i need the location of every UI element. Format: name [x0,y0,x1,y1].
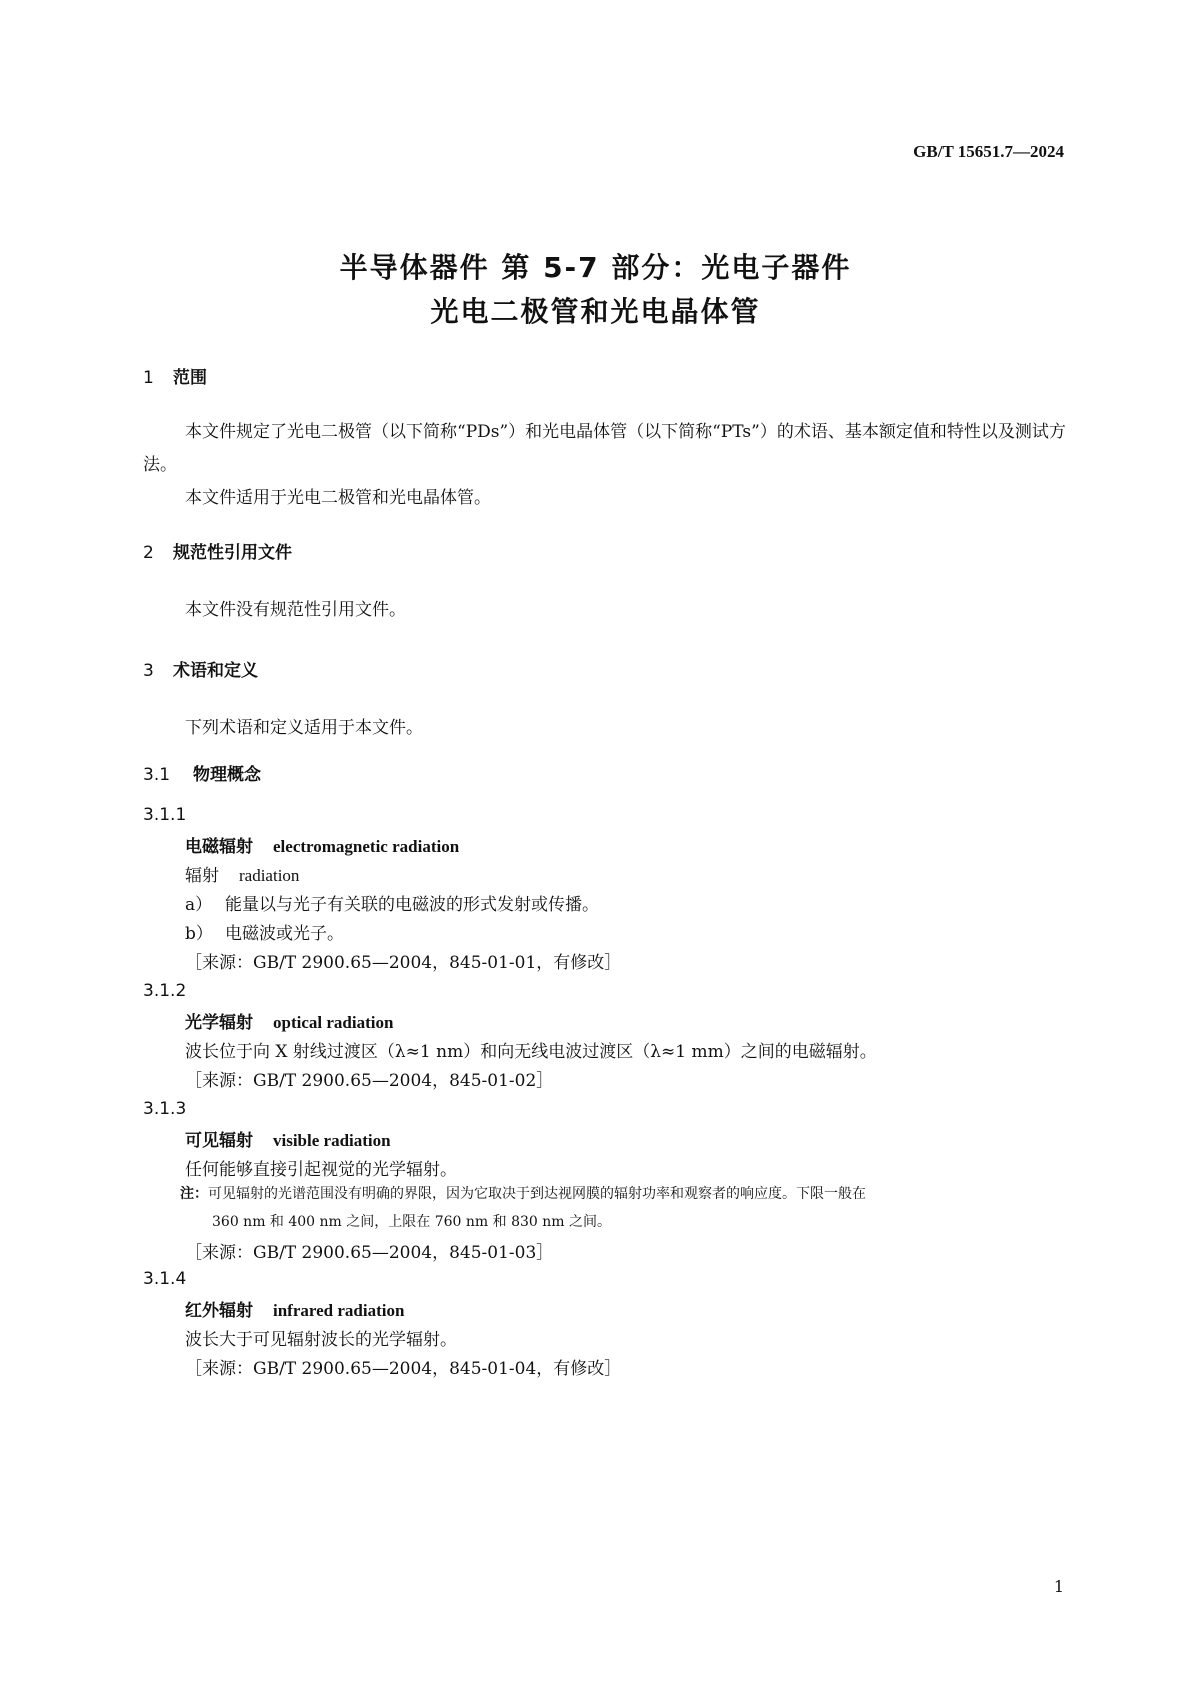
term-heading [185,832,459,857]
standard-code: GB/T 15651.7—2024 [913,142,1064,161]
document-title-line1: 半导体器件 第 5-7 部分：光电子器件 [339,251,852,284]
term-definition: 波长位于向 X 射线过渡区（λ≈1 nm）和向无线电波过渡区（λ≈1 mm）之间的电磁辐射。 [185,1042,877,1062]
scope-applicability: 本文件适用于光电二极管和光电晶体管。 [185,488,491,508]
subsection-number: 3.1 [143,765,171,785]
section-number: 3 [143,661,154,681]
term-zh: 电磁辐射 [185,837,253,857]
term-zh: 红外辐射 [185,1301,253,1321]
normative-references-paragraph: 本文件没有规范性引用文件。 [185,600,406,620]
term-source: ［来源：GB/T 2900.65—2004，845-01-02］ [185,1071,554,1091]
term-number: 3.1.1 [143,805,187,825]
term-en: electromagnetic radiation [273,837,460,856]
subsection-3-1-heading [143,760,261,785]
scope-paragraph: 本文件规定了光电二极管（以下简称“PDs”）和光电晶体管（以下简称“PTs”）的术语、基本额定值和特性以及测试方法。 [143,422,1066,475]
note-line-1 [180,1180,1070,1208]
term-definition: 任何能够直接引起视觉的光学辐射。 [185,1160,457,1180]
terms-intro-paragraph: 下列术语和定义适用于本文件。 [185,718,423,738]
subsection-title: 物理概念 [193,765,261,785]
term-source: ［来源：GB/T 2900.65—2004，845-01-03］ [185,1243,554,1263]
term-zh: 光学辐射 [185,1013,253,1033]
term-number: 3.1.4 [143,1269,187,1289]
page-number: 1 [1053,1577,1064,1596]
term-note [180,1180,1070,1236]
term-heading [185,1126,391,1151]
alt-zh: 辐射 [185,866,219,886]
term-number: 3.1.3 [143,1099,187,1119]
term-heading [185,1008,393,1033]
list-item [185,919,344,944]
term-number: 3.1.2 [143,981,187,1001]
list-marker: b） [185,924,213,944]
section-number: 1 [143,368,154,388]
term-en: optical radiation [273,1013,394,1032]
section-title: 范围 [173,368,207,388]
section-title: 术语和定义 [173,661,258,681]
note-label: 注： [180,1186,208,1202]
list-text: 电磁波或光子。 [225,924,344,944]
term-zh: 可见辐射 [185,1131,253,1151]
list-item [185,890,599,915]
document-title-line2: 光电二极管和光电晶体管 [430,295,761,328]
section-3-heading [143,656,258,681]
term-source: ［来源：GB/T 2900.65—2004，845-01-04，有修改］ [185,1359,622,1379]
term-en: visible radiation [273,1131,391,1150]
section-1-heading [143,363,207,388]
note-line-2: 360 nm 和 400 nm 之间，上限在 760 nm 和 830 nm 之间。 [212,1214,612,1230]
section-2-heading [143,538,292,563]
section-number: 2 [143,543,154,563]
term-alternative [185,861,299,886]
term-definition: 波长大于可见辐射波长的光学辐射。 [185,1330,457,1350]
term-source: ［来源：GB/T 2900.65—2004，845-01-01，有修改］ [185,953,622,973]
term-en: infrared radiation [273,1301,405,1320]
list-marker: a） [185,895,213,915]
note-text: 可见辐射的光谱范围没有明确的界限，因为它取决于到达视网膜的辐射功率和观察者的响应度。下限一般在 [208,1186,866,1202]
section-title: 规范性引用文件 [173,543,292,563]
list-text: 能量以与光子有关联的电磁波的形式发射或传播。 [225,895,599,915]
alt-en: radiation [239,866,300,885]
term-heading [185,1296,404,1321]
